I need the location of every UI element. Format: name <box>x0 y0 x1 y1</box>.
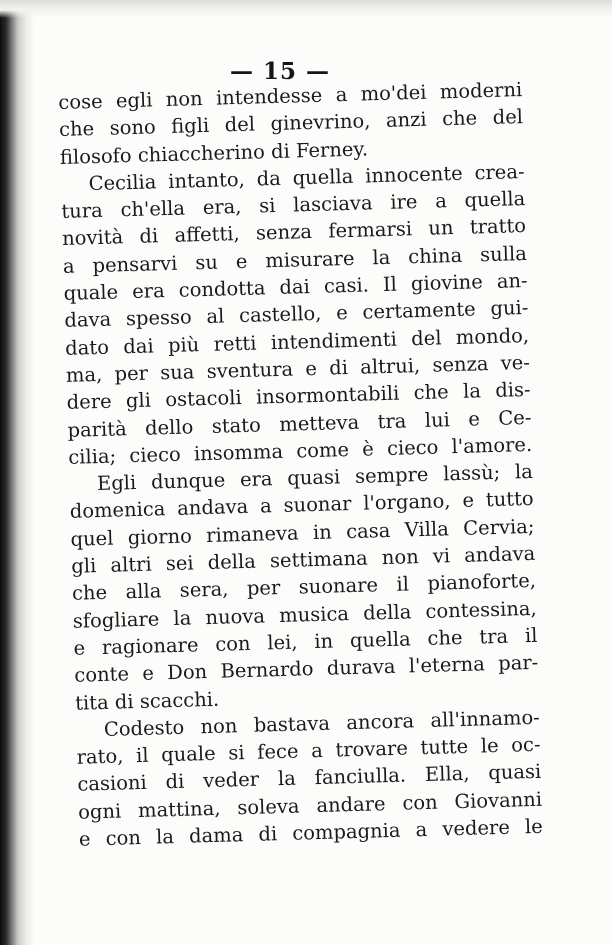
text-line: tita di scacchi. <box>74 687 220 715</box>
text-line: e con la dama di compagnia a vedere le <box>78 814 544 851</box>
page-number: — 15 — <box>229 58 331 85</box>
text-line: che sono figli del ginevrino, anzi che del <box>58 105 524 142</box>
text-line: cilia; cieco insomma come è cieco l'amore. <box>67 432 533 469</box>
text-line: cose egli non intendesse a mo'dei moderni <box>58 78 523 114</box>
text-line: filosofo chiaccherino di Ferney. <box>59 136 369 169</box>
text-line: a pensarvi su e misurare la china sulla <box>62 241 528 278</box>
text-line: che alla sera, per suonare il pianoforte, <box>71 569 537 606</box>
text-line: novità di affetti, senza fermarsi un tratto <box>61 214 527 251</box>
text-line: conte e Don Bernardo durava l'eterna par- <box>74 651 539 688</box>
text-line: gli altri sei della settimana non vi andava <box>71 541 536 578</box>
text-line: quale era condotta dai casi. Il giovine an- <box>63 269 528 305</box>
text-line: quel giorno rimaneva in casa Villa Cervia; <box>70 514 535 551</box>
text-line: tura ch'ella era, si lasciava ire a quella <box>61 187 526 224</box>
text-line: domenica andava a suonar l'organo, e tutto <box>69 487 534 524</box>
page-binding-shadow <box>0 0 34 945</box>
text-line: rato, il quale si fece a trovare tutte le oc- <box>76 732 541 769</box>
text-line: ogni mattina, soleva andare con Giovanni <box>77 787 543 824</box>
text-line: dava spesso al castello, e certamente gui- <box>64 296 529 333</box>
text-line: parità dello stato metteva tra lui e Ce- <box>67 405 532 442</box>
text-line: e ragionare con lei, in quella che tra il <box>73 623 538 660</box>
text-line: Cecilia intanto, da quella innocente crea- <box>88 159 525 196</box>
page-top-shadow <box>0 0 612 18</box>
text-line: Codesto non bastava ancora all'innamo- <box>103 705 541 741</box>
text-line: casioni di veder la fanciulla. Ella, quasi <box>77 760 542 797</box>
text-line: ma, per sua sventura e di altrui, senza ve- <box>65 350 531 387</box>
body-text <box>58 76 543 853</box>
text-line: Egli dunque era quasi sempre lassù; la <box>96 460 534 496</box>
text-line: dere gli ostacoli insormontabili che la dis- <box>66 378 531 415</box>
text-line: sfogliare la nuova musica della contessina, <box>72 596 537 633</box>
text-line: dato dai più retti intendimenti del mondo, <box>64 323 530 360</box>
